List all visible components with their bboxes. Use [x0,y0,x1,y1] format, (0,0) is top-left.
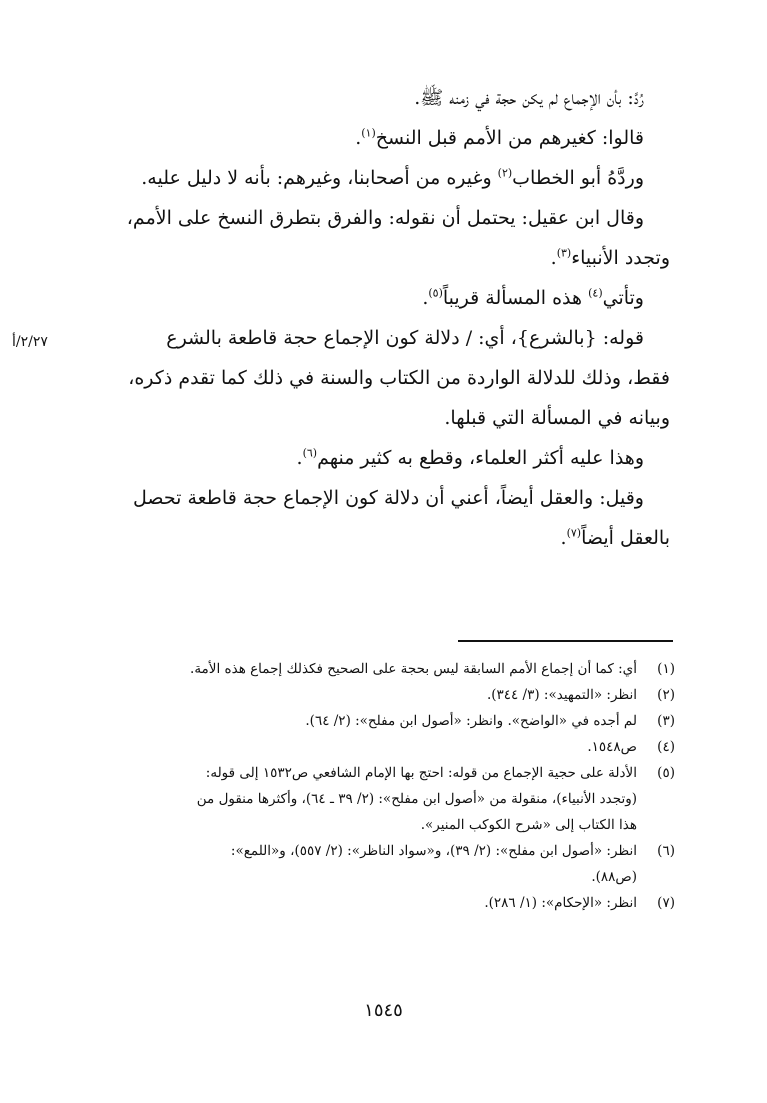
footnote-number: (١) [657,661,675,677]
footnote-number: (٧) [657,895,675,911]
text-line: وقال ابن عقيل: يحتمل أن نقوله: والفرق بتطرق النسخ على الأمم، [126,207,644,229]
footnote-line: الأدلة على حجية الإجماع من قوله: احتج بها الإمام الشافعي ص١٥٣٢ إلى قوله: [205,765,637,781]
footnote-text [108,890,637,916]
footnote [108,708,675,734]
footnote [108,890,675,916]
footnote [108,734,675,760]
footnote-line: (ص٨٨). [591,869,637,885]
footnote-number: (٥) [657,765,675,781]
text-line: وتأتي$^{(٤)}$ هذه المسألة قريباً$^{(٥)}$. [422,286,644,309]
footnote-separator [458,640,673,642]
footnote-ref[interactable]: (٧) [566,526,582,540]
footnote-text [108,734,637,760]
footnote-line: انظر: «أصول ابن مفلح»: (٢/ ٣٩)، و«سواد الناظر»: (٢/ ٥٥٧)، و«اللمع»: [230,843,637,859]
footnote [108,838,675,890]
page-number: ١٥٤٥ [364,1000,403,1021]
footnote-number: (٦) [657,843,675,859]
text-line: وهذا عليه أكثر العلماء، وقطع به كثير منهم$^{(٦)}$. [296,446,644,469]
footnote-text [108,760,637,838]
footnote-text [108,682,637,708]
footnote-text [108,838,637,890]
text-line: فقط، وذلك للدلالة الواردة من الكتاب والسنة في ذلك كما تقدم ذكره، [128,367,670,389]
footnote [108,656,675,682]
footnote-line: هذا الكتاب إلى «شرح الكوكب المنير». [420,817,637,833]
text-line: رُدَّ: بأن الإجماع لم يكن حجة في زمنه ﷺ. [414,87,644,109]
footnotes [108,656,675,916]
text-line: قالوا: كغيرهم من الأمم قبل النسخ$^{(١)}$. [355,126,644,149]
text-line: وتجدد الأنبياء$^{(٣)}$. [550,246,670,269]
footnote-line: لم أجده في «الواضح». وانظر: «أصول ابن مفلح»: (٢/ ٦٤). [305,713,637,729]
footnote-ref[interactable]: (٦) [302,446,318,460]
footnote [108,682,675,708]
footnote-ref[interactable]: (٣) [556,246,572,260]
footnote-line: أي: كما أن إجماع الأمم السابقة ليس بحجة على الصحيح فكذلك إجماع هذه الأمة. [190,661,637,677]
footnote-number: (٤) [657,739,675,755]
footnote-text [108,656,637,682]
text-line: وردَّهُ أبو الخطاب$^{(٢)}$ وغيره من أصحابنا، وغيرهم: بأنه لا دليل عليه. [141,166,644,189]
footnote-ref[interactable]: (١) [361,126,376,140]
footnote-number: (٣) [657,713,675,729]
footnote-line: ص١٥٤٨. [587,739,637,755]
footnote-ref[interactable]: (٤) [588,286,603,300]
footnote-line: انظر: «التمهيد»: (٣/ ٣٤٤). [486,687,637,703]
text-line: بالعقل أيضاً$^{(٧)}$. [560,526,670,549]
footnote-ref[interactable]: (٢) [497,166,513,180]
text-line: وقيل: والعقل أيضاً، أعني أن دلالة كون الإجماع حجة قاطعة تحصل [133,487,644,509]
manuscript-folio-marker: ٢/٢٧/أ [12,334,48,350]
footnote [108,760,675,838]
footnote-text [108,708,637,734]
footnote-number: (٢) [657,687,675,703]
text-line: قوله: {بالشرع}، أي: / دلالة كون الإجماع حجة قاطعة بالشرع [166,327,644,349]
text-line: وبيانه في المسألة التي قبلها. [444,407,670,429]
main-text [96,78,670,558]
footnote-line: انظر: «الإحكام»: (١/ ٢٨٦). [484,895,637,911]
footnote-line: (وتجدد الأنبياء)، منقولة من «أصول ابن مفلح»: (٢/ ٣٩ ـ ٦٤)، وأكثرها منقول من [196,791,637,807]
footnote-ref[interactable]: (٥) [428,286,443,300]
